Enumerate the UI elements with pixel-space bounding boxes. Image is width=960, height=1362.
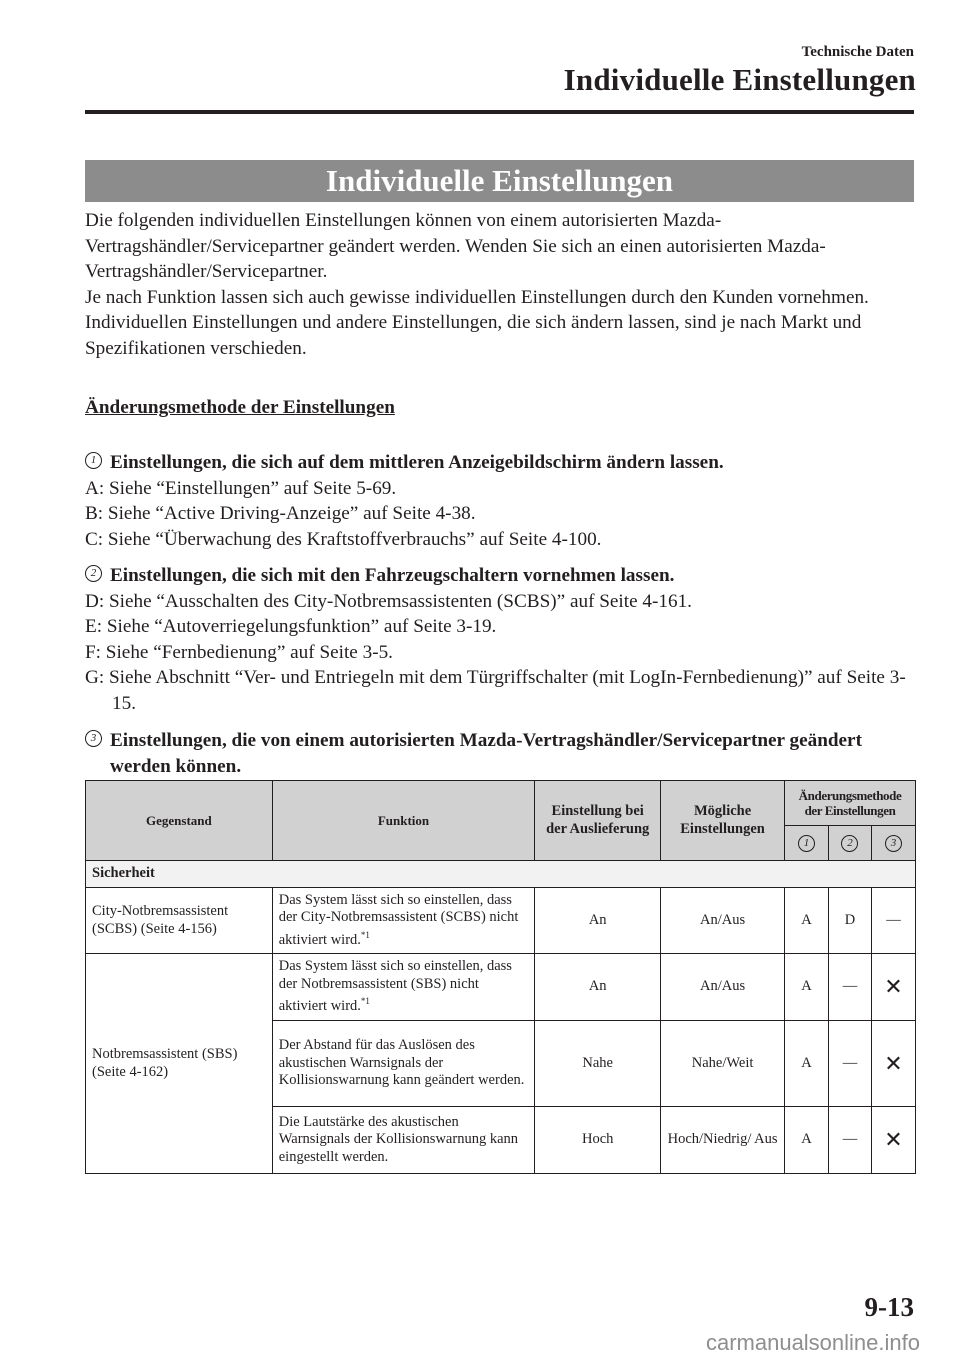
section-2-title: 2 Einstellungen, die sich mit den Fahrzeugschaltern vornehmen lassen. (85, 563, 920, 589)
possible-cell: Hoch/Niedrig/ Aus (661, 1107, 785, 1174)
function-cell: Das System lässt sich so einstellen, dass der Notbremsassistent (SBS) nicht aktiviert wird.$^{*1}$ (272, 954, 535, 1021)
function-cell: Die Lautstärke des akustischen Warnsignals der Kollisionswarnung kann eingestellt werden. (272, 1107, 535, 1174)
function-cell: Der Abstand für das Auslösen des akustischen Warnsignals der Kollisionswarnung kann geändert werden. (272, 1021, 535, 1107)
method-3-cell: — (871, 888, 915, 954)
default-cell: Nahe (535, 1021, 661, 1107)
section-3 (85, 728, 920, 779)
method-heading: Änderungsmethode der Einstellungen (85, 397, 395, 418)
method-2-cell: — (829, 1107, 872, 1174)
header-method: Änderungsmethode der Einstellungen (785, 781, 916, 826)
reference-line: A: Siehe “Einstellungen” auf Seite 5-69. (85, 477, 397, 499)
category-label: Sicherheit (86, 861, 916, 888)
footnote-mark: *1 (360, 996, 370, 1007)
header-function: Funktion (272, 781, 535, 861)
table-row (86, 888, 916, 954)
section-1-title: 1 Einstellungen, die sich auf dem mittleren Anzeigebildschirm ändern lassen. (85, 450, 920, 476)
method-2-cell: — (829, 1021, 872, 1107)
intro-paragraph: Je nach Funktion lassen sich auch gewisse individuellen Einstellungen durch den Kunden vornehmen. (85, 286, 869, 308)
item-cell: City-Notbremsassistent (SCBS) (Seite 4-156) (86, 888, 273, 954)
reference-line: F: Siehe “Fernbedienung” auf Seite 3-5. (85, 641, 393, 663)
cross-icon: ✕ (871, 1021, 915, 1107)
header-item: Gegenstand (86, 781, 273, 861)
default-cell: Hoch (535, 1107, 661, 1174)
method-1-cell: A (785, 1107, 829, 1174)
section-banner: Individuelle Einstellungen (85, 160, 914, 202)
cross-icon: ✕ (871, 1107, 915, 1174)
section-1 (85, 450, 920, 552)
category-row (86, 861, 916, 888)
method-2-cell: D (829, 888, 872, 954)
reference-line: B: Siehe “Active Driving-Anzeige” auf Seite 4-38. (85, 503, 476, 524)
page-number: 9-13 (864, 1292, 914, 1322)
default-cell: An (535, 888, 661, 954)
table-row (86, 954, 916, 1021)
method-1-cell: A (785, 1021, 829, 1107)
cross-icon: ✕ (871, 954, 915, 1021)
method-2-cell: — (829, 954, 872, 1021)
intro-paragraph: Die folgenden individuellen Einstellungen können von einem autorisierten Mazda-Vertragshändler/Servicepartner geändert werden. Wenden Sie sich an einen autorisierten Mazda-Vertragshändler/Servicepartner. (85, 210, 826, 282)
page-header-title: Individuelle Einstellungen (563, 62, 916, 97)
possible-cell: An/Aus (661, 888, 785, 954)
circled-number-1-icon: 1 (85, 452, 102, 469)
function-cell: Das System lässt sich so einstellen, dass der City-Notbremsassistent (SCBS) nicht aktiviert wird.$^{*1}$ (272, 888, 535, 954)
reference-line: E: Siehe “Autoverriegelungsfunktion” auf Seite 3-19. (85, 616, 497, 637)
chapter-label: Technische Daten (801, 44, 914, 60)
intro-paragraph: Individuellen Einstellungen und andere Einstellungen, die sich ändern lassen, sind je nach Markt und Spezifikationen verschieden. (85, 312, 862, 359)
circled-number-3-icon: 3 (85, 730, 102, 747)
possible-cell: An/Aus (661, 954, 785, 1021)
header-rule (85, 110, 914, 114)
reference-line: D: Siehe “Ausschalten des City-Notbremsassistenten (SCBS)” auf Seite 4-161. (85, 590, 692, 612)
header-default: Einstellung bei der Auslieferung (535, 781, 661, 861)
item-cell: Notbremsassistent (SBS) (Seite 4-162) (86, 954, 273, 1174)
circled-number-1-icon: 1 (798, 835, 815, 852)
possible-cell: Nahe/Weit (661, 1021, 785, 1107)
reference-line: C: Siehe “Überwachung des Kraftstoffverbrauchs” auf Seite 4-100. (85, 528, 602, 550)
default-cell: An (535, 954, 661, 1021)
reference-line: G: Siehe Abschnitt “Ver- und Entriegeln mit dem Türgriffschalter (mit LogIn-Fernbedienung)” auf Seite 3-15. (85, 667, 906, 714)
footnote-mark: *1 (360, 929, 370, 940)
section-2 (85, 563, 920, 716)
circled-number-2-icon: 2 (841, 835, 858, 852)
method-1-cell: A (785, 888, 829, 954)
section-3-title: 3 Einstellungen, die von einem autorisierten Mazda-Vertragshändler/Servicepartner geändert werden können. (85, 728, 920, 779)
intro-text (85, 208, 920, 361)
circled-number-2-icon: 2 (85, 565, 102, 582)
watermark: carmanualsonline.info (705, 1330, 920, 1355)
settings-table (85, 780, 916, 1174)
circled-number-3-icon: 3 (885, 835, 902, 852)
header-possible: Mögliche Einstellungen (661, 781, 785, 861)
method-1-cell: A (785, 954, 829, 1021)
